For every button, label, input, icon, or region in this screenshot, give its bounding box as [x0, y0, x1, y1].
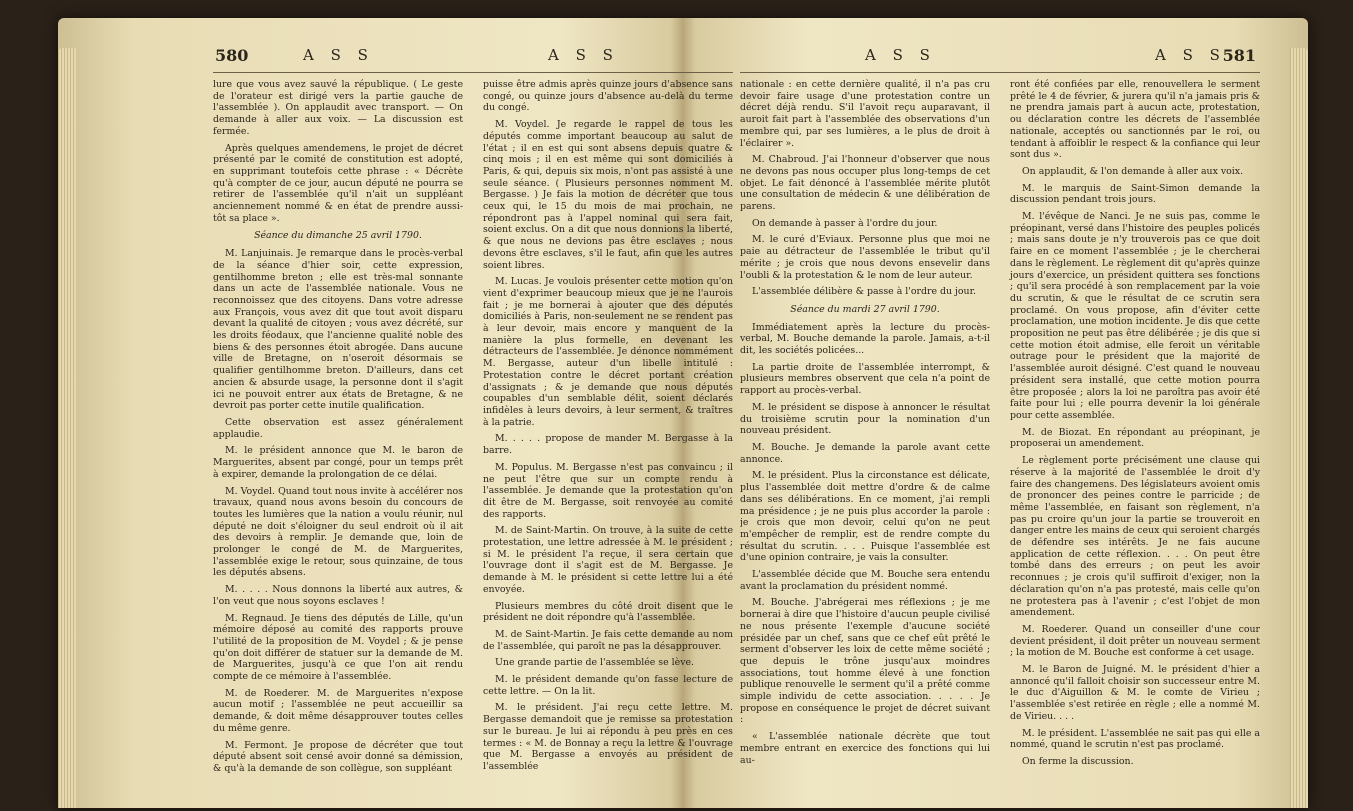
- right-running-head-1: A S S: [865, 48, 936, 64]
- paragraph: M. de Saint-Martin. On trouve, à la suite de cette protestation, une lettre adressée à M. le président ; si M. le président l'a reçue, il sera certain que l'ouvrage dont il s'agit est de M. Bergasse. Je demande à M. le président si cette lettre lui a été envoyée.: [483, 525, 733, 595]
- paragraph: ront été confiées par elle, renouvellera le serment prêté le 4 de février, & jurera qu'il n'a jamais pris & ne prendra jamais part à aucun acte, protestation, ou déclaration contre les décrets de l'assemblée nationale, acceptés ou sanctionnés par le roi, ou tendant à affoiblir le respect & la confiance qui leur sont dus ».: [1010, 79, 1260, 161]
- paragraph: « L'assemblée nationale décrète que tout membre entrant en exercice des fonctions qui lui au-: [740, 731, 990, 766]
- paragraph: nationale : en cette dernière qualité, il n'a pas cru devoir faire usage d'une protestation contre un décret déjà rendu. S'il l'avoit reçu auparavant, il auroit fait part à l'assemblée des observations d'un membre qui, par ses lumières, a le plus de droit à l'éclairer ».: [740, 79, 990, 149]
- paragraph: M. . . . . Nous donnons la liberté aux autres, & l'on veut que nous soyons esclaves !: [213, 584, 463, 607]
- paragraph: On ferme la discussion.: [1022, 755, 1134, 767]
- right-column-1: [740, 79, 990, 773]
- left-page-header: [213, 48, 733, 73]
- paragraph: M. Roederer. Quand un conseiller d'une cour devient président, il doit prêter un nouveau serment ; la motion de M. Bouche est conforme à cet usage.: [1010, 623, 1260, 659]
- paragraph: M. Fermont. Je propose de décréter que tout député absent soit censé avoir donné sa démission, & qu'à la demande de son collègue, son suppléant: [213, 739, 463, 774]
- left-column-2: [483, 79, 733, 780]
- paragraph: La partie droite de l'assemblée interrompt, & plusieurs membres observent que cela n'a point de rapport au procès-verbal.: [740, 361, 990, 397]
- right-page-number: 581: [1222, 48, 1256, 65]
- paragraph: On applaudit, & l'on demande à aller aux voix.: [1022, 165, 1244, 177]
- paragraph: M. le président demande qu'on fasse lecture de cette lettre. — On la lit.: [483, 674, 733, 697]
- paragraph: M. l'évêque de Nanci. Je ne suis pas, comme le préopinant, versé dans l'histoire des peuples policés ; mais sans doute je n'y trouverois pas ce que doit faire en ce moment l'assemblée ; je le chercherai dans le règlement. Le règlement dit qu'après quinze jours d'exercice, un président quittera ses fonctions ; qu'il sera procédé à son remplacement par la voie du scrutin, & que le résultat de ce scrutin sera proclamé. On vous propose, afin d'éviter cette proclamation, une motion incidente. Je dis que cette proposition ne peut pas être délibérée ; je dis que si cette motion étoit admise, elle feroit un véritable outrage pour le président que la majorité de l'assemblée auroit désigné. C'est quand le nouveau président sera installé, que cette motion pourra être proposée ; alors la loi ne paroîtra pas avoir été faite pour lui ; elle pourra devenir la loi générale pour cette assemblée.: [1010, 211, 1260, 421]
- session-heading: Séance du mardi 27 avril 1790.: [790, 303, 940, 315]
- paragraph: On demande à passer à l'ordre du jour.: [752, 217, 938, 229]
- page-edge-left: [58, 48, 76, 808]
- paragraph: Le règlement porte précisément une clause qui réserve à la majorité de l'assemblée le droit d'y faire des changemens. Des législateurs avoient omis de prononcer des peines contre le parricide ; de même l'assemblée, en faisant son règlement, n'a pas pu croire qu'un jour la partie se trouveroit en danger entre les mains de ceux qui seroient chargés de défendre ses intérêts. Je ne fais aucune application de cette réflexion. . . . On peut être tombé dans des erreurs ; on peut les avoir reconnues ; je crois qu'il suffiroit d'exiger, non la déclaration qu'on n'a pas protesté, mais celle qu'on ne protestera pas à l'avenir ; c'est l'objet de mon amendement.: [1010, 455, 1260, 619]
- paragraph: M. Bouche. Je demande la parole avant cette annonce.: [740, 441, 990, 465]
- paragraph: M. Bouche. J'abrégerai mes réflexions ; je me bornerai à dire que l'histoire d'aucun peuple civilisé ne nous présente l'exemple d'aucune société présidée par un chef, sans que ce chef eût prêté le serment d'observer les loix de cette même société ; que depuis le trône jusqu'aux moindres associations, tout homme élevé à une fonction publique renouvelle le serment qu'il a prêté comme simple individu de cette association. . . . . Je propose en conséquence le projet de décret suivant :: [740, 597, 990, 726]
- paragraph: M. Chabroud. J'ai l'honneur d'observer que nous ne devons pas nous occuper plus long-temps de cet objet. Le fait dénoncé à l'assemblée mérite plutôt une consultation de médecin & une délibération de parens.: [740, 154, 990, 213]
- paragraph: lure que vous avez sauvé la république. ( Le geste de l'orateur est dirigé vers la partie gauche de l'assemblée ). On applaudit avec transport. — On demande à aller aux voix. — La discussion est fermée.: [213, 79, 463, 137]
- open-book: [58, 18, 1308, 808]
- paragraph: Après quelques amendemens, le projet de décret présenté par le comité de constitution est adopté, en supprimant toutefois cette phrase : « Décrète qu'à compter de ce jour, aucun député ne pourra se retirer de l'assemblée qu'il n'ait un suppléant anciennement nommé & en état de prendre aussi-tôt sa place ».: [213, 142, 463, 224]
- paragraph: M. Lucas. Je voulois présenter cette motion qu'on vient d'exprimer beaucoup mieux que je ne l'aurois fait ; je me bornerai à ajouter que des députés domiciliés à Paris, non-seulement ne se rendent pas à leur devoir, mais encore y manquent de la manière la plus formelle, en devenant les détracteurs de l'assemblée. Je dénonce nommément M. Bergasse, auteur d'un libelle intitulé : Protestation contre le décret portant création d'assignats ; & je demande que nous députés coupables d'un semblable délit, soient déclarés infidèles à leurs devoirs, à leur serment, & traîtres à la patrie.: [483, 276, 733, 428]
- paragraph: M. le curé d'Eviaux. Personne plus que moi ne paie au détracteur de l'assemblée le tribut qu'il mérite ; je crois que nous devons ensevelir dans l'oubli & la protestation & le nom de leur auteur.: [740, 234, 990, 281]
- right-page: [740, 48, 1260, 788]
- paragraph: M. le président annonce que M. le baron de Marguerites, absent par congé, pour un temps prêt à expirer, demande la prolongation de ce délai.: [213, 445, 463, 480]
- right-column-2: [1010, 79, 1260, 773]
- paragraph: M. le président. J'ai reçu cette lettre. M. Bergasse demandoit que je remisse sa protestation sur le bureau. Je lui ai répondu à peu près en ces termes : « M. de Bonnay a reçu la lettre & l'ouvrage que M. Bergasse a envoyés au président de l'assemblée: [483, 702, 733, 772]
- paragraph: Immédiatement après la lecture du procès-verbal, M. Bouche demande la parole. Jamais, a-t-il dit, les sociétés policées...: [740, 321, 990, 357]
- paragraph: L'assemblée décide que M. Bouche sera entendu avant la proclamation du président nommé.: [740, 569, 990, 592]
- left-page-number: 580: [215, 48, 249, 65]
- paragraph: M. . . . . propose de mander M. Bergasse à la barre.: [483, 433, 733, 457]
- paragraph: M. le président se dispose à annoncer le résultat du troisième scrutin pour la nomination d'un nouveau président.: [740, 401, 990, 437]
- paragraph: Une grande partie de l'assemblée se lève.: [495, 657, 695, 669]
- left-page: [213, 48, 733, 788]
- paragraph: M. le président. Plus la circonstance est délicate, plus l'assemblée doit mettre d'ordre & de calme dans ses délibérations. En ce moment, j'ai rempli ma présidence ; je ne puis plus accorder la parole : je crois que mon devoir, celui qu'on ne peut m'empêcher de remplir, est de rendre compte du résultat du scrutin. . . . Puisque l'assemblée est d'une opinion contraire, je vais la consulter.: [740, 470, 990, 564]
- paragraph: M. de Saint-Martin. Je fais cette demande au nom de l'assemblée, qui paroît ne pas la désapprouver.: [483, 628, 733, 652]
- page-edge-right: [1290, 48, 1308, 808]
- paragraph: puisse être admis après quinze jours d'absence sans congé, ou quinze jours d'absence au-delà du terme du congé.: [483, 79, 733, 114]
- paragraph: M. Voydel. Quand tout nous invite à accélérer nos travaux, quand nous avons besoin du concours de toutes les lumières que la nation a voulu réunir, nul député ne doit s'éloigner du seul endroit où il ait des devoirs à remplir. Je demande que, loin de prolonger le congé de M. de Marguerites, l'assemblée exige le retour, sous quinzaine, de tous les députés absens.: [213, 485, 463, 579]
- paragraph: M. le président. L'assemblée ne sait pas qui elle a nommé, quand le scrutin n'est pas proclamé.: [1010, 727, 1260, 751]
- paragraph: M. Voydel. Je regarde le rappel de tous les députés comme important beaucoup au salut de l'état ; il en est qui sont absens depuis quatre & cinq mois ; il en est même qui sont domiciliés à Paris, & qui, depuis six mois, n'ont pas assisté à une seule séance. ( Plusieurs personnes nomment M. Bergasse. ) Je fais la motion de décréter que tous ceux qui, le 15 du mois de mai prochain, ne répondront pas à l'appel nominal qui sera fait, soient exclus. On a dit que nous donnions la liberté, & que nous ne devions pas être esclaves ; nous devons être esclaves, s'il le faut, afin que les autres soient libres.: [483, 119, 733, 271]
- paragraph: M. Lanjuinais. Je remarque dans le procès-verbal de la séance d'hier soir, cette expression, gentilhomme breton ; elle est très-mal sonnante dans un acte de l'assemblée nationale. Vous ne reconnoissez que des citoyens. Dans votre adresse aux François, vous avez dit que tout avoit disparu devant la qualité de citoyen ; vous avez décrété, sur les droits féodaux, que l'ancienne qualité noble des biens & des personnes étoit abrogée. Dans aucune ville de Bretagne, on n'oseroit désormais se qualifier gentilhomme breton. D'ailleurs, dans cet ancien & absurde usage, la personne dont il s'agit ici ne pouvoit entrer aux états de Bretagne, & ne devroit pas porter cette inutile qualification.: [213, 248, 463, 412]
- right-page-header: [740, 48, 1260, 73]
- paragraph: M. de Roederer. M. de Marguerites n'expose aucun motif ; l'assemblée ne peut accueillir sa demande, & doit même désapprouver toutes celles du même genre.: [213, 687, 463, 734]
- paragraph: Plusieurs membres du côté droit disent que le président ne doit répondre qu'à l'assemblée.: [483, 600, 733, 624]
- paragraph: M. le marquis de Saint-Simon demande la discussion pendant trois jours.: [1010, 182, 1260, 206]
- paragraph: Cette observation est assez généralement applaudie.: [213, 416, 463, 440]
- paragraph: L'assemblée délibère & passe à l'ordre du jour.: [752, 286, 977, 298]
- paragraph: M. de Biozat. En répondant au préopinant, je proposerai un amendement.: [1010, 426, 1260, 450]
- left-column-1: [213, 79, 463, 780]
- paragraph: M. le Baron de Juigné. M. le président d'hier a annoncé qu'il falloit choisir son successeur entre M. le duc d'Aiguillon & M. le comte de Virieu ; l'assemblée s'est retirée en règle ; elle a nommé M. de Virieu. . . .: [1010, 664, 1260, 722]
- right-running-head-2: A S S: [1155, 48, 1226, 64]
- left-running-head-2: A S S: [548, 48, 619, 64]
- paragraph: M. Populus. M. Bergasse n'est pas convaincu ; il ne peut l'être que sur un compte rendu à l'assemblée. Je demande que la protestation qu'on dit être de M. Bergasse, soit renvoyée au comité des rapports.: [483, 461, 733, 520]
- left-running-head-1: A S S: [303, 48, 374, 64]
- paragraph: M. Regnaud. Je tiens des députés de Lille, qu'un mémoire déposé au comité des rapports prouve l'utilité de la proposition de M. Voydel ; & je pense qu'on doit différer de statuer sur la demande de M. de Marguerites, jusqu'à ce que l'on ait rendu compte de ce mémoire à l'assemblée.: [213, 612, 463, 683]
- session-heading: Séance du dimanche 25 avril 1790.: [254, 230, 422, 242]
